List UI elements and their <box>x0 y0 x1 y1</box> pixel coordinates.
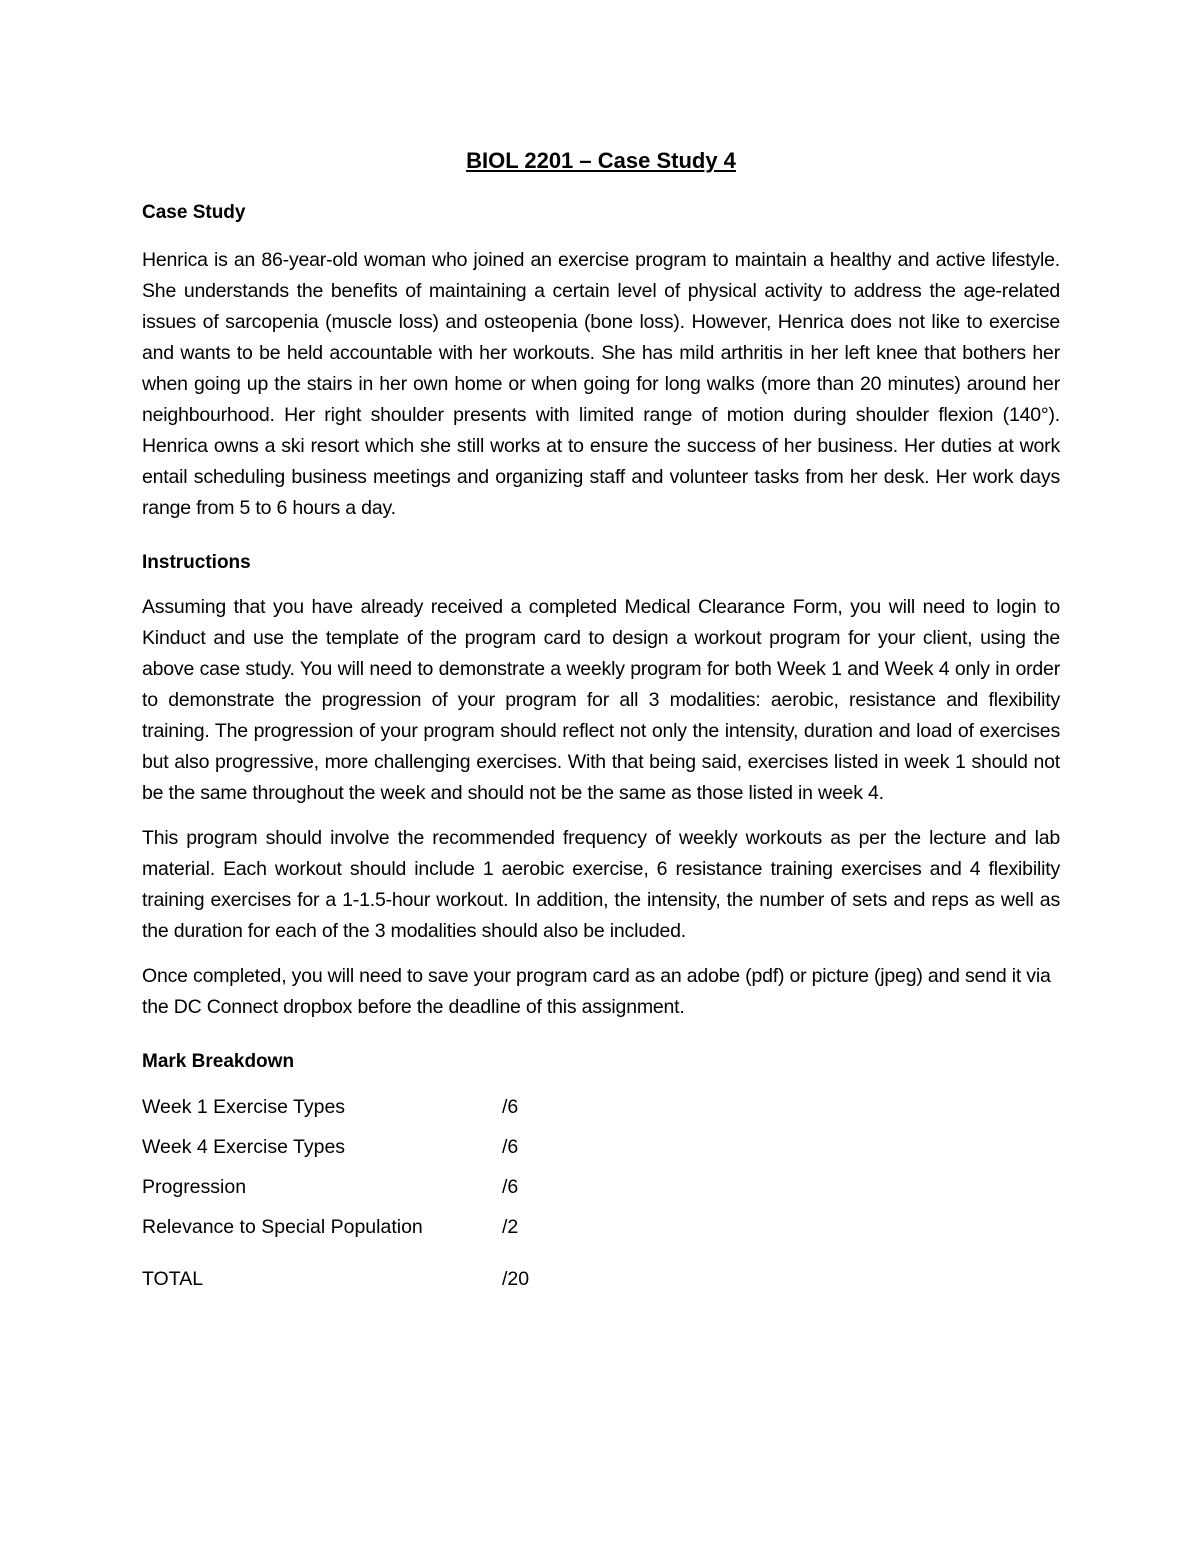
mark-breakdown-list <box>142 1087 1060 1299</box>
mark-row-progression <box>142 1167 1060 1207</box>
mark-row-total <box>142 1259 1060 1299</box>
total-label: TOTAL <box>142 1267 204 1290</box>
document-page <box>142 140 1060 1299</box>
case-study-paragraph: Henrica is an 86-year-old woman who joined an exercise program to maintain a healthy and active lifestyle. She understands the benefits of maintaining a certain level of physical activity to address the age-related issues of sarcopenia (muscle loss) and osteopenia (bone loss). However, Henrica does not like to exercise and wants to be held accountable with her workouts. She has mild arthritis in her left knee that bothers her when going up the stairs in her own home or when going for long walks (more than 20 minutes) around her neighbourhood. Her right shoulder presents with limited range of motion during shoulder flexion (140°). Henrica owns a ski resort which she still works at to ensure the success of her business. Her duties at work entail scheduling business meetings and organizing staff and volunteer tasks from her desk. Her work days range from 5 to 6 hours a day. <box>142 249 1060 519</box>
mark-label: Progression <box>142 1175 247 1198</box>
mark-score: /6 <box>502 1135 519 1158</box>
case-study-heading: Case Study <box>142 202 246 223</box>
mark-label: Relevance to Special Population <box>142 1215 423 1238</box>
instructions-paragraph-1: Assuming that you have already received a completed Medical Clearance Form, you will need to login to Kinduct and use the template of the program card to design a workout program for your client, using the above case study. You will need to demonstrate a weekly program for both Week 1 and Week 4 only in order to demonstrate the progression of your program for all 3 modalities: aerobic, resistance and flexibility training. The progression of your program should reflect not only the intensity, duration and load of exercises but also progressive, more challenging exercises. With that being said, exercises listed in week 1 should not be the same throughout the week and should not be the same as those listed in week 4. <box>142 596 1060 804</box>
mark-row-relevance <box>142 1207 1060 1247</box>
instructions-paragraph-3: Once completed, you will need to save your program card as an adobe (pdf) or picture (jpeg) and send it via the DC Connect dropbox before the deadline of this assignment. <box>142 965 1051 1018</box>
mark-spacer <box>142 1247 1060 1259</box>
mark-breakdown-heading: Mark Breakdown <box>142 1051 295 1072</box>
mark-row-week1 <box>142 1087 1060 1127</box>
mark-row-week4 <box>142 1127 1060 1167</box>
total-score: /20 <box>502 1267 530 1290</box>
mark-score: /6 <box>502 1095 519 1118</box>
instructions-heading: Instructions <box>142 552 251 573</box>
mark-score: /2 <box>502 1215 519 1238</box>
mark-label: Week 1 Exercise Types <box>142 1095 346 1118</box>
instructions-paragraph-2: This program should involve the recommended frequency of weekly workouts as per the lecture and lab material. Each workout should include 1 aerobic exercise, 6 resistance training exercises and 4 flexibility training exercises for a 1-1.5-hour workout. In addition, the intensity, the number of sets and reps as well as the duration for each of the 3 modalities should also be included. <box>142 827 1060 942</box>
mark-score: /6 <box>502 1175 519 1198</box>
mark-label: Week 4 Exercise Types <box>142 1135 346 1158</box>
document-title: BIOL 2201 – Case Study 4 <box>466 148 736 173</box>
